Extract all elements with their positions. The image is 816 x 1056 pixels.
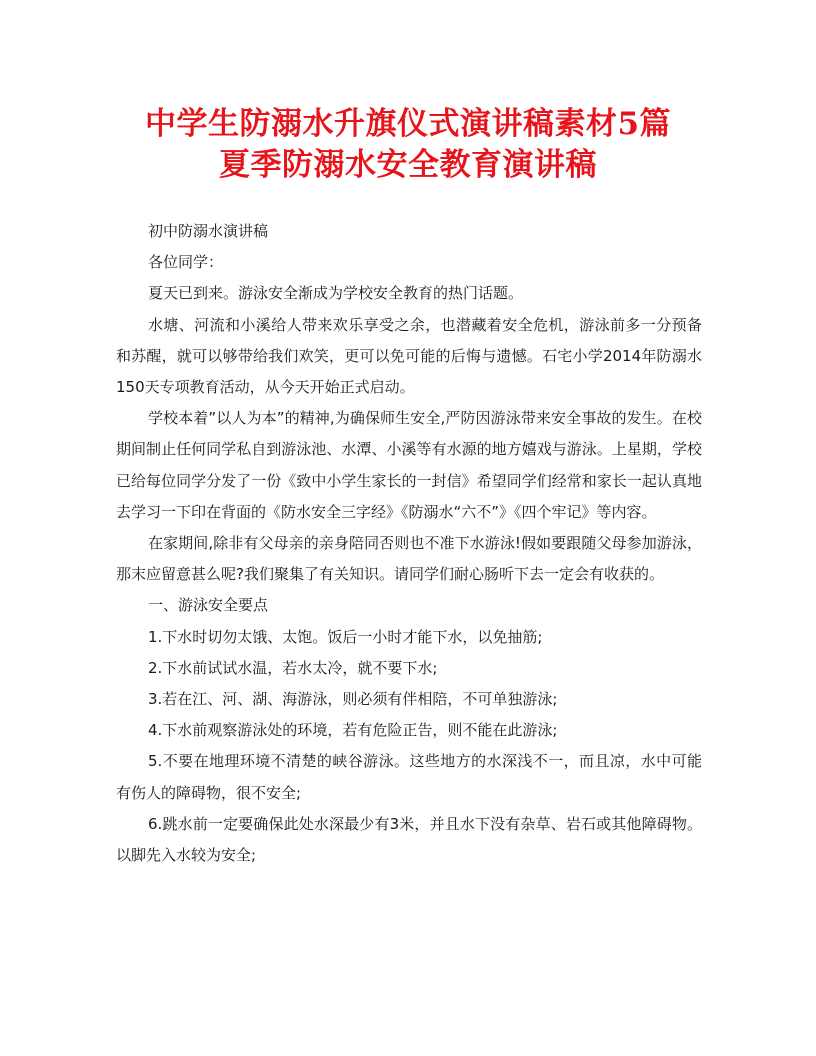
paragraph-salutation: 各位同学：: [148, 253, 224, 272]
list-item: 1.下水时切勿太饿、太饱。饭后一小时才能下水，以免抽筋;: [148, 627, 543, 646]
paragraph: 夏天已到来。游泳安全渐成为学校安全教育的热门话题。: [148, 284, 524, 303]
document-title-line-2: 夏季防溺水安全教育演讲稿: [219, 147, 597, 183]
list-item: 6.跳水前一定要确保此处水深最少有3米，并且水下没有杂草、岩石或其他障碍物。以脚先入水较为安全;: [116, 814, 702, 865]
paragraph: 在家期间,除非有父母亲的亲身陪同否则也不准下水游泳!假如要跟随父母参加游泳，那末应留意甚么呢?我们聚集了有关知识。请同学们耐心肠听下去一定会有收获的。: [116, 534, 702, 584]
document-body: [116, 216, 702, 871]
document-title-line-1: 中学生防溺水升旗仪式演讲稿素材5篇: [144, 106, 672, 142]
list-item: 4.下水前观察游泳处的环境，若有危险正告，则不能在此游泳;: [148, 721, 558, 740]
paragraph: 水塘、河流和小溪给人带来欢乐享受之余，也潜藏着安全危机，游泳前多一分预备和苏醒，就可以够带给我们欢笑，更可以免可能的后悔与遗憾。石宅小学2014年防溺水150天专项教育活动，从今天开始正式启动。: [116, 315, 702, 397]
paragraph-heading: 初中防溺水演讲稿: [148, 222, 269, 240]
section-heading: 一、游泳安全要点: [148, 596, 269, 615]
list-item: 2.下水前试试水温，若水太冷，就不要下水;: [148, 658, 438, 677]
paragraph: 学校本着”以人为本”的精神,为确保师生安全,严防因游泳带来安全事故的发生。在校期间制止任何同学私自到游泳池、水潭、小溪等有水源的地方嬉戏与游泳。上星期，学校已给每位同学分发了一份《致中小学生家长的一封信》希望同学们经常和家长一起认真地去学习一下印在背面的《防水安全三字经》《防溺水“六不”》《四个牢记》等内容。: [116, 409, 702, 521]
list-item: 5.不要在地理环境不清楚的峡谷游泳。这些地方的水深浅不一，而且凉，水中可能有伤人的障碍物，很不安全;: [116, 752, 702, 802]
list-item: 3.若在江、河、湖、海游泳，则必须有伴相陪，不可单独游泳;: [148, 690, 558, 709]
